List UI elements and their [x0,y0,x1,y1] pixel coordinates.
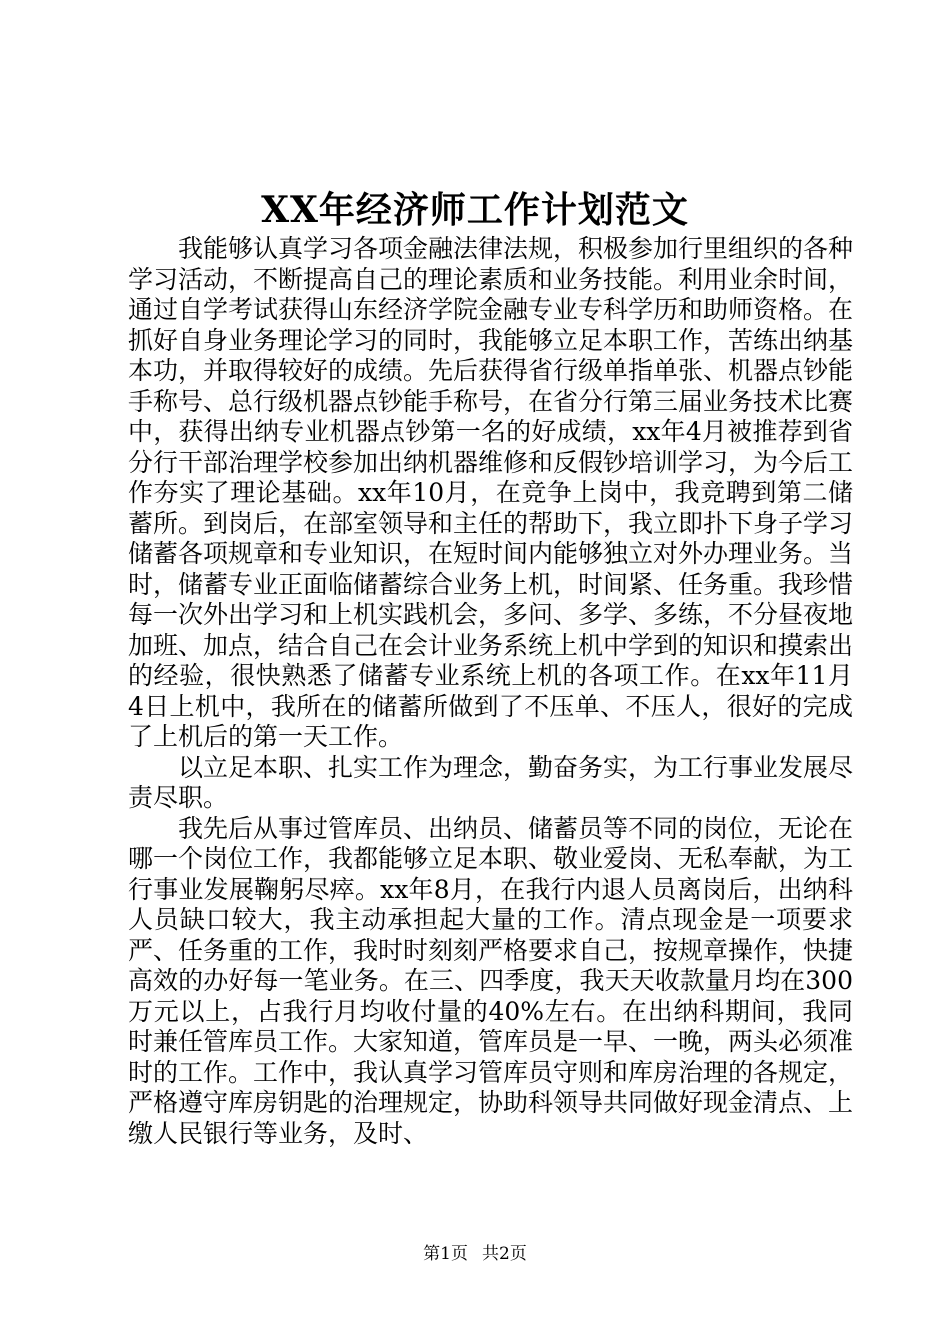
paragraph-1: 我能够认真学习各项金融法律法规，积极参加行里组织的各种学习活动，不断提高自己的理论素质和业务技能。利用业余时间，通过自学考试获得山东经济学院金融专业专科学历和助师资格。在抓好自身业务理论学习的同时，我能够立足本职工作，苦练出纳基本功，并取得较好的成绩。先后获得省行级单指单张、机器点钞能手称号、总行级机器点钞能手称号，在省分行第三届业务技术比赛中，获得出纳专业机器点钞第一名的好成绩，xx年4月被推荐到省分行干部治理学校参加出纳机器维修和反假钞培训学习，为今后工作夯实了理论基础。xx年10月，在竞争上岗中，我竞聘到第二储蓄所。到岗后，在部室领导和主任的帮助下，我立即扑下身子学习储蓄各项规章和专业知识，在短时间内能够独立对外办理业务。当时，储蓄专业正面临储蓄综合业务上机，时间紧、任务重。我珍惜每一次外出学习和上机实践机会，多问、多学、多练，不分昼夜地加班、加点，结合自己在会计业务系统上机中学到的知识和摸索出的经验，很快熟悉了储蓄专业系统上机的各项工作。在xx年11月4日上机中，我所在的储蓄所做到了不压单、不压人，很好的完成了上机后的第一天工作。 [128,234,854,751]
page-number: 第1页 [423,1244,468,1264]
paragraph-3: 我先后从事过管库员、出纳员、储蓄员等不同的岗位，无论在哪一个岗位工作，我都能够立足本职、敬业爱岗、无私奉献，为工行事业发展鞠躬尽瘁。xx年8月，在我行内退人员离岗后，出纳科人员缺口较大，我主动承担起大量的工作。清点现金是一项要求严、任务重的工作，我时时刻刻严格要求自己，按规章操作，快捷高效的办好每一笔业务。在三、四季度，我天天收款量月均在300万元以上，占我行月均收付量的40%左右。在出纳科期间，我同时兼任管库员工作。大家知道，管库员是一早、一晚，两头必须准时的工作。工作中，我认真学习管库员守则和库房治理的各规定，严格遵守库房钥匙的治理规定，协助科领导共同做好现金清点、上缴人民银行等业务，及时、 [128,813,854,1148]
page-footer [0,1242,950,1266]
paragraph-2: 以立足本职、扎实工作为理念，勤奋务实，为工行事业发展尽责尽职。 [128,752,854,812]
page-total: 共2页 [482,1244,527,1264]
document-body [128,234,853,1149]
document-title: XX年经济师工作计划范文 [261,189,689,231]
